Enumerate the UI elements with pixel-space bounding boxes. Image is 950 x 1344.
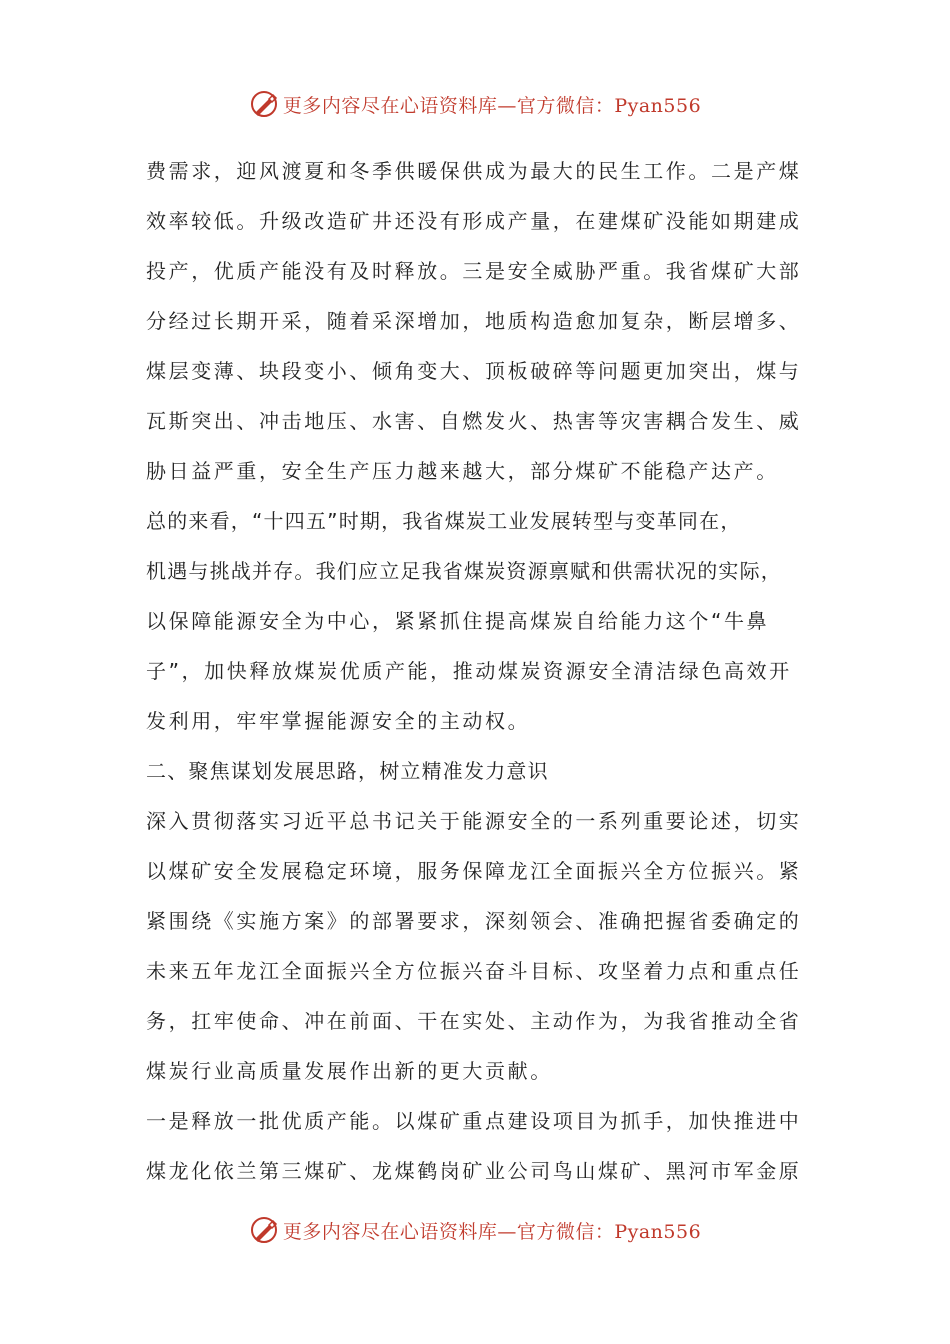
body-line: 以保障能源安全为中心，紧紧抓住提高煤炭自给能力这个“牛鼻 (146, 609, 770, 633)
body-line: 效率较低。升级改造矿井还没有形成产量，在建煤矿没能如期建成 (146, 209, 802, 233)
pen-logo-icon (249, 89, 279, 119)
body-line: 子”，加快释放煤炭优质产能，推动煤炭资源安全清洁绿色高效开 (146, 659, 792, 683)
body-line: 务，扛牢使命、冲在前面、干在实处、主动作为，为我省推动全省 (146, 1009, 802, 1033)
body-line: 未来五年龙江全面振兴全方位振兴奋斗目标、攻坚着力点和重点任 (146, 959, 802, 983)
document-body (146, 146, 810, 1196)
body-line: 煤龙化依兰第三煤矿、龙煤鹤岗矿业公司鸟山煤矿、黑河市军金原 (146, 1159, 802, 1183)
body-line: 费需求，迎风渡夏和冬季供暖保供成为最大的民生工作。二是产煤 (146, 159, 802, 183)
body-line: 以煤矿安全发展稳定环境，服务保障龙江全面振兴全方位振兴。紧 (146, 859, 802, 883)
body-line: 煤层变薄、块段变小、倾角变大、顶板破碎等问题更加突出，煤与 (146, 359, 802, 383)
footer-banner-text: 更多内容尽在心语资料库—官方微信：Pyan556 (282, 1220, 702, 1243)
header-banner (0, 86, 950, 122)
body-line: 瓦斯突出、冲击地压、水害、自燃发火、热害等灾害耦合发生、威 (146, 409, 802, 433)
body-line: 发利用，牢牢掌握能源安全的主动权。 (146, 709, 531, 733)
body-line: 煤炭行业高质量发展作出新的更大贡献。 (146, 1059, 553, 1083)
body-line: 紧围绕《实施方案》的部署要求，深刻领会、准确把握省委确定的 (146, 909, 802, 933)
body-line: 投产，优质产能没有及时释放。三是安全威胁严重。我省煤矿大部 (146, 259, 802, 283)
body-line: 总的来看，“十四五”时期，我省煤炭工业发展转型与变革同在， (146, 509, 742, 533)
body-line: 机遇与挑战并存。我们应立足我省煤炭资源禀赋和供需状况的实际， (146, 559, 782, 583)
footer-banner (0, 1212, 950, 1248)
section-heading: 二、聚焦谋划发展思路，树立精准发力意识 (146, 759, 549, 783)
body-line: 胁日益严重，安全生产压力越来越大，部分煤矿不能稳产达产。 (146, 459, 779, 483)
body-line: 深入贯彻落实习近平总书记关于能源安全的一系列重要论述，切实 (146, 809, 802, 833)
body-line: 一是释放一批优质产能。以煤矿重点建设项目为抓手，加快推进中 (146, 1109, 802, 1133)
pen-logo-icon (249, 1215, 279, 1245)
header-banner-text: 更多内容尽在心语资料库—官方微信：Pyan556 (282, 94, 702, 117)
body-line: 分经过长期开采，随着采深增加，地质构造愈加复杂，断层增多、 (146, 309, 802, 333)
